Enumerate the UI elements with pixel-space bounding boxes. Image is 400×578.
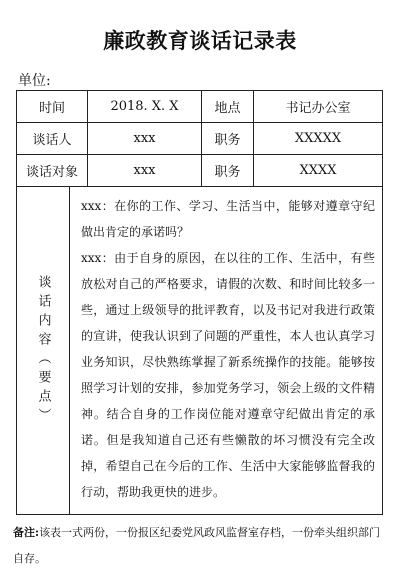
content-label: 谈话内容（要点） <box>35 274 51 427</box>
interviewee-row <box>17 155 382 187</box>
divider <box>69 187 70 514</box>
position-value: XXXX <box>299 163 337 178</box>
unit-label: 单位: <box>18 73 51 89</box>
time-place-row <box>17 91 382 123</box>
remark-text: 该表一式两份，一份报区纪委党风政风监督室存档，一份牵头组织部门自存。 <box>13 526 381 565</box>
record-table <box>16 90 383 515</box>
remark <box>13 520 389 572</box>
content-paragraph: xxx：在你的工作、学习、生活当中，能够对遵章守纪做出肯定的承诺吗？ <box>81 199 375 239</box>
interviewer-row <box>17 123 382 155</box>
place-value: 书记办公室 <box>285 101 351 116</box>
position-value: XXXXX <box>294 131 342 146</box>
content-row <box>17 187 382 514</box>
position-label: 职务 <box>214 133 241 148</box>
interviewer-value: xxx <box>133 131 156 146</box>
conversation-content <box>81 193 375 505</box>
remark-label: 备注: <box>13 526 40 539</box>
interviewer-label: 谈话人 <box>32 133 72 148</box>
content-paragraph: xxx：由于自身的原因，在以往的工作、生活中，有些放松对自己的严格要求，请假的次数、和时间比较多一些，通过上级领导的批评教育，以及书记对我进行政策的宣讲，使我认识到了问题的严重性，本人也认真学习业务知识，尽快熟练掌握了新系统操作的技能。能够按照学习计划的安排，参加党务学习，领会上级的文件精神。结合自身的工作岗位能对遵章守纪做出肯定的承诺。但是我知道自己还有些懒散的坏习惯没有完全改掉，希望自己在今后的工作、生活中大家能够监督我的行动，帮助我更快的进步。 <box>81 251 375 499</box>
time-value: 2018. X. X <box>110 99 179 114</box>
place-label: 地点 <box>214 101 241 116</box>
interviewee-label: 谈话对象 <box>25 165 78 180</box>
interviewee-value: xxx <box>133 163 156 178</box>
content-label-cell <box>17 187 69 514</box>
time-label: 时间 <box>38 101 65 116</box>
position-label: 职务 <box>214 165 241 180</box>
document-title: 廉政教育谈话记录表 <box>103 28 297 53</box>
